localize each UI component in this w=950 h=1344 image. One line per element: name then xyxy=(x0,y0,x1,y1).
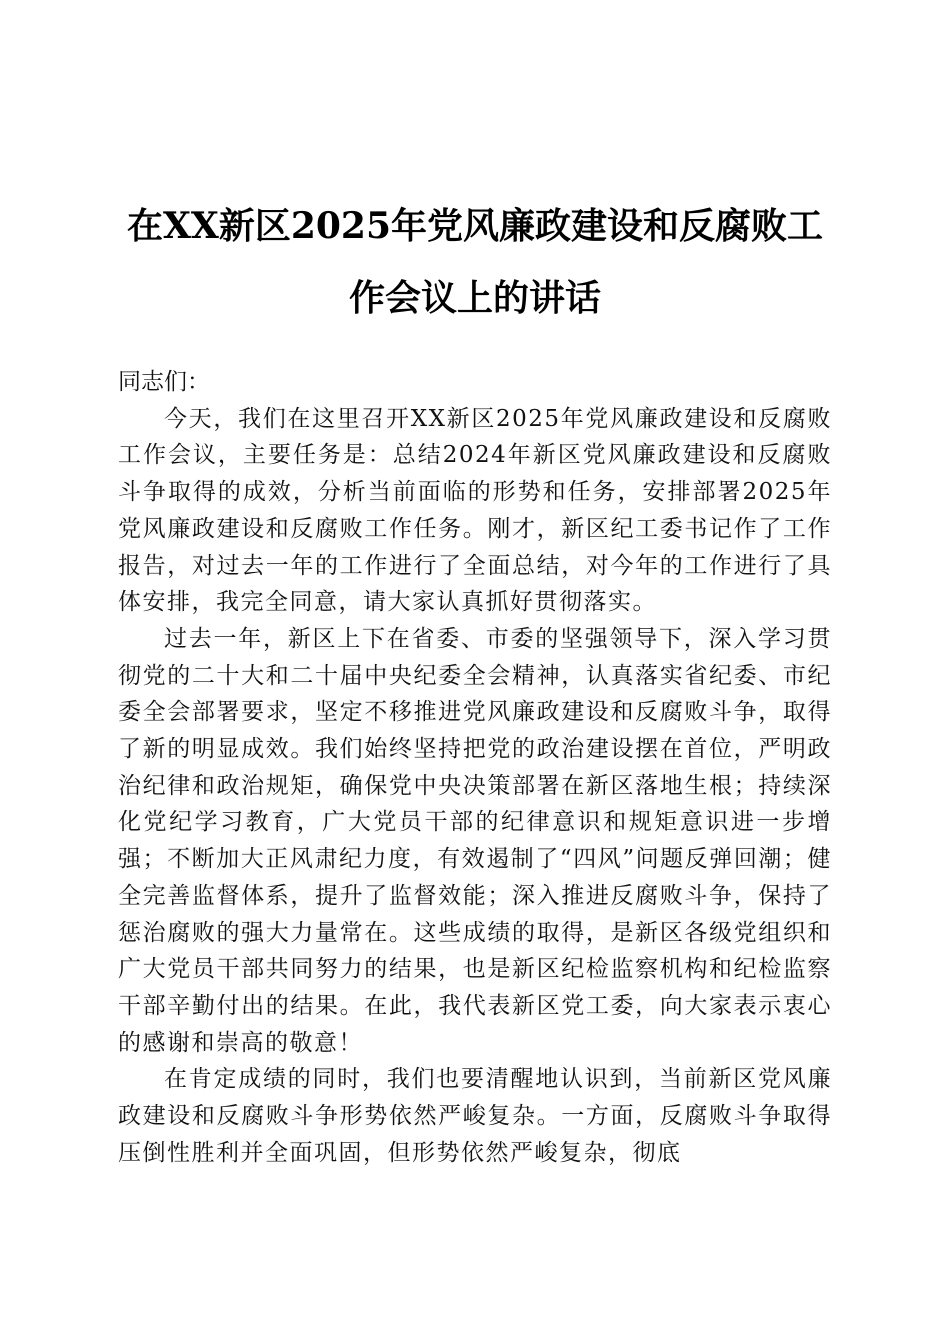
title-line-1: 在XX新区2025年党风廉政建设和反腐败工 xyxy=(126,205,824,247)
paragraph-2: 过去一年，新区上下在省委、市委的坚强领导下，深入学习贯彻党的二十大和二十届中央纪委全会精神，认真落实省纪委、市纪委全会部署要求，坚定不移推进党风廉政建设和反腐败斗争，取得了新的明显成效。我们始终坚持把党的政治建设摆在首位，严明政治纪律和政治规矩，确保党中央决策部署在新区落地生根；持续深化党纪学习教育，广大党员干部的纪律意识和规矩意识进一步增强；不断加大正风肃纪力度，有效遏制了“四风”问题反弹回潮；健全完善监督体系，提升了监督效能；深入推进反腐败斗争，保持了惩治腐败的强大力量常在。这些成绩的取得，是新区各级党组织和广大党员干部共同努力的结果，也是新区纪检监察机构和纪检监察干部辛勤付出的结果。在此，我代表新区党工委，向大家表示衷心的感谢和崇高的敬意！ xyxy=(118,625,832,1056)
title-line-2: 作会议上的讲话 xyxy=(348,277,601,319)
document-title xyxy=(118,190,832,334)
salutation: 同志们： xyxy=(118,369,210,395)
document-body xyxy=(118,364,832,1171)
paragraph-3: 在肯定成绩的同时，我们也要清醒地认识到，当前新区党风廉政建设和反腐败斗争形势依然严峻复杂。一方面，反腐败斗争取得压倒性胜利并全面巩固，但形势依然严峻复杂，彻底 xyxy=(118,1066,832,1166)
paragraph-1: 今天，我们在这里召开XX新区2025年党风廉政建设和反腐败工作会议，主要任务是：总结2024年新区党风廉政建设和反腐败斗争取得的成效，分析当前面临的形势和任务，安排部署2025年党风廉政建设和反腐败工作任务。刚才，新区纪工委书记作了工作报告，对过去一年的工作进行了全面总结，对今年的工作进行了具体安排，我完全同意，请大家认真抓好贯彻落实。 xyxy=(118,405,832,616)
